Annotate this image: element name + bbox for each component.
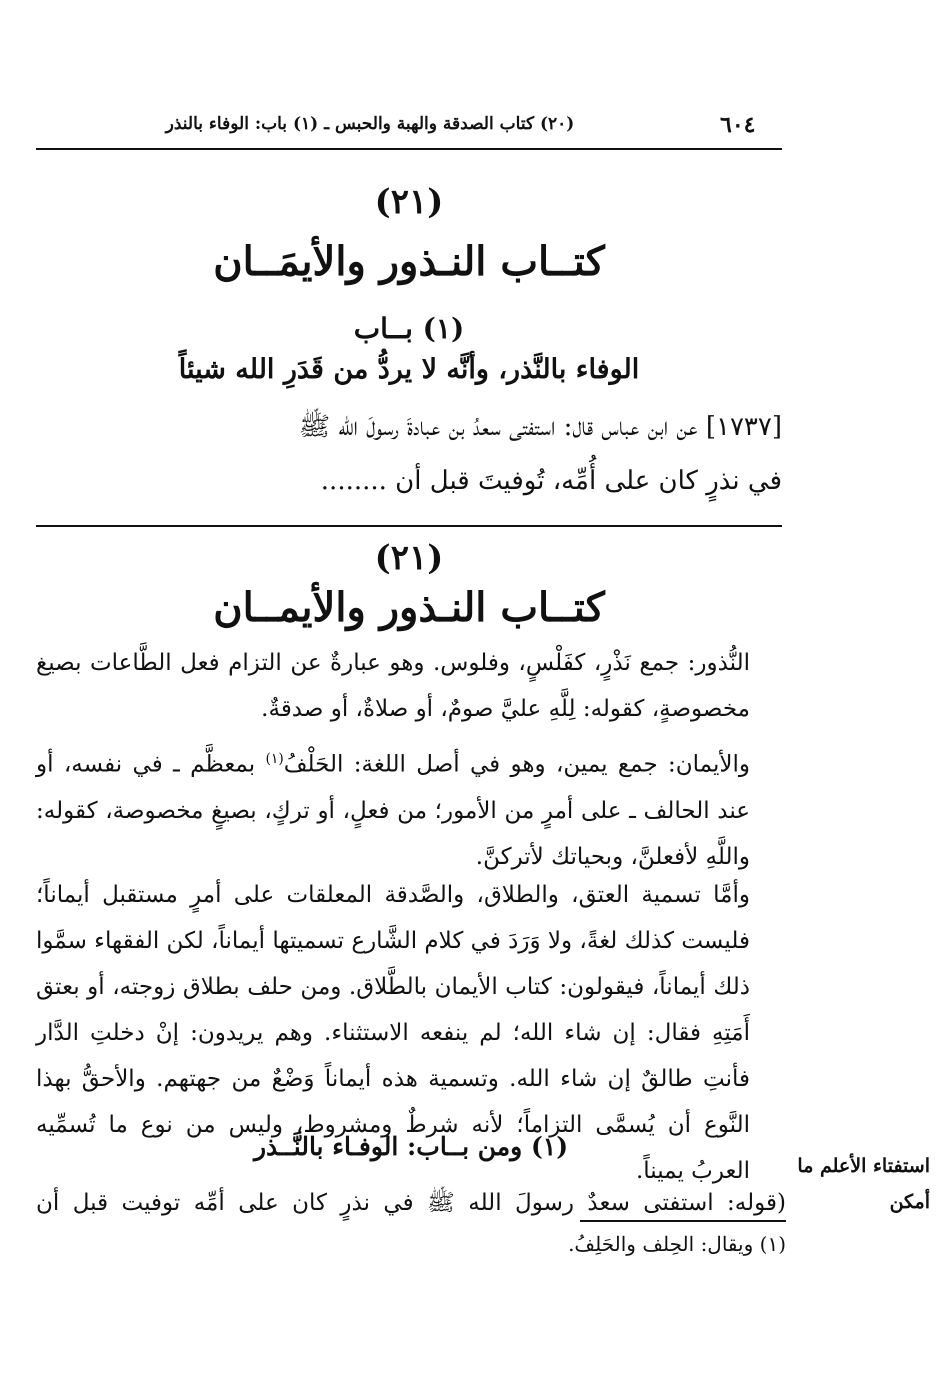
bab-label: (١) بــاب: [353, 312, 465, 345]
page-number: ٦٠٤: [720, 112, 756, 138]
paragraph-start: والأيمان: جمع يمين، وهو في أصل اللغة: الحَلْفُ: [283, 751, 750, 778]
footnote-marker: (١): [265, 751, 284, 767]
footnote: (١) ويقال: الحِلف والحَلِفُ.: [568, 1232, 786, 1256]
paragraph-text: النُّذور: جمع نَذْرٍ، كفَلْسٍ، وفلوس. وهو عبارةٌ عن التزام فعل الطَّاعات بصيغ مخصوصةٍ، كقوله: لِلَّهِ عليَّ صومٌ، أو صلاةٌ، أو صدقةٌ.: [36, 650, 750, 722]
sharh-book-number: (٢١): [374, 538, 444, 578]
hadith-line-1: [١٧٣٧] عن ابن عباس قال: استفتى سعدُ بن عبادةَ رسولَ الله ﷺ: [298, 412, 782, 442]
sharh-paragraph-2: [36, 736, 786, 880]
subsection-heading: (١) ومن بــاب: الوفـاء بالنَّــذر: [253, 1132, 569, 1161]
bab-title: الوفاء بالنَّذر، وأنَّه لا يردُّ من قَدَرِ الله شيئاً: [178, 354, 640, 385]
sharh-book-title: كتــاب النـذور والأيمــان: [213, 584, 605, 631]
book-number: (٢١): [374, 182, 444, 222]
matn-separator: [36, 525, 782, 527]
paragraph-text: [36, 736, 786, 880]
hadith-line-2: في نذرٍ كان على أُمِّه، تُوفيتَ قبل أن ........: [320, 466, 782, 496]
sharh-paragraph-1: [36, 640, 786, 732]
paragraph-text: وأمَّا تسمية العتق، والطلاق، والصَّدقة المعلقات على أمرٍ مستقبل أيماناً؛ فليست كذلك لغةً، ولا وَرَدَ في كلام الشَّارع تسميتها أيماناً، لكن الفقهاء سمَّوا ذلك أيماناً، فيقولون: كتاب الأيمان بالطَّلاق. ومن حلف بطلاق زوجته، أو بعتق أَمَتِهِ فقال: إن شاء الله؛ لم ينفعه الاستثناء. وهم يريدون: إنْ دخلتِ الدَّار فأنتِ طالقٌ إن شاء الله. وتسمية هذه أيماناً وَضْعٌ من جهتهم. والأحقُّ بهذا النَّوع أن يُسمَّى التزاماً؛ لأنه شرطٌ ومشروط، وليس من نوع ما تُسمِّيه العربُ يميناً.: [36, 882, 750, 1184]
running-title: (٢٠) كتاب الصدقة والهبة والحبس ـ (١) باب: الوفاء بالنذر: [165, 114, 575, 134]
margin-note: استفتاء الأعلم ما أمكن: [797, 1155, 930, 1213]
hadith-text: [36, 400, 782, 508]
qawl-line: (قوله: استفتى سعدٌ رسولَ الله ﷺ في نذرٍ كان على أمِّه توفيت قبل أن: [36, 1190, 786, 1216]
book-title: كتــاب النـذور والأيمَــان: [213, 238, 605, 285]
header-rule: [36, 148, 782, 150]
footnote-rule: [580, 1220, 786, 1222]
paragraph-rest: بمعظَّم ـ في نفسه، أو عند الحالف ـ على أمرٍ من الأمور؛ من فعلٍ، أو تركٍ، بصيغٍ مخصوصة، كقوله: واللَّهِ لأفعلنَّ، وبحياتك لأتركنَّ.: [36, 751, 750, 870]
